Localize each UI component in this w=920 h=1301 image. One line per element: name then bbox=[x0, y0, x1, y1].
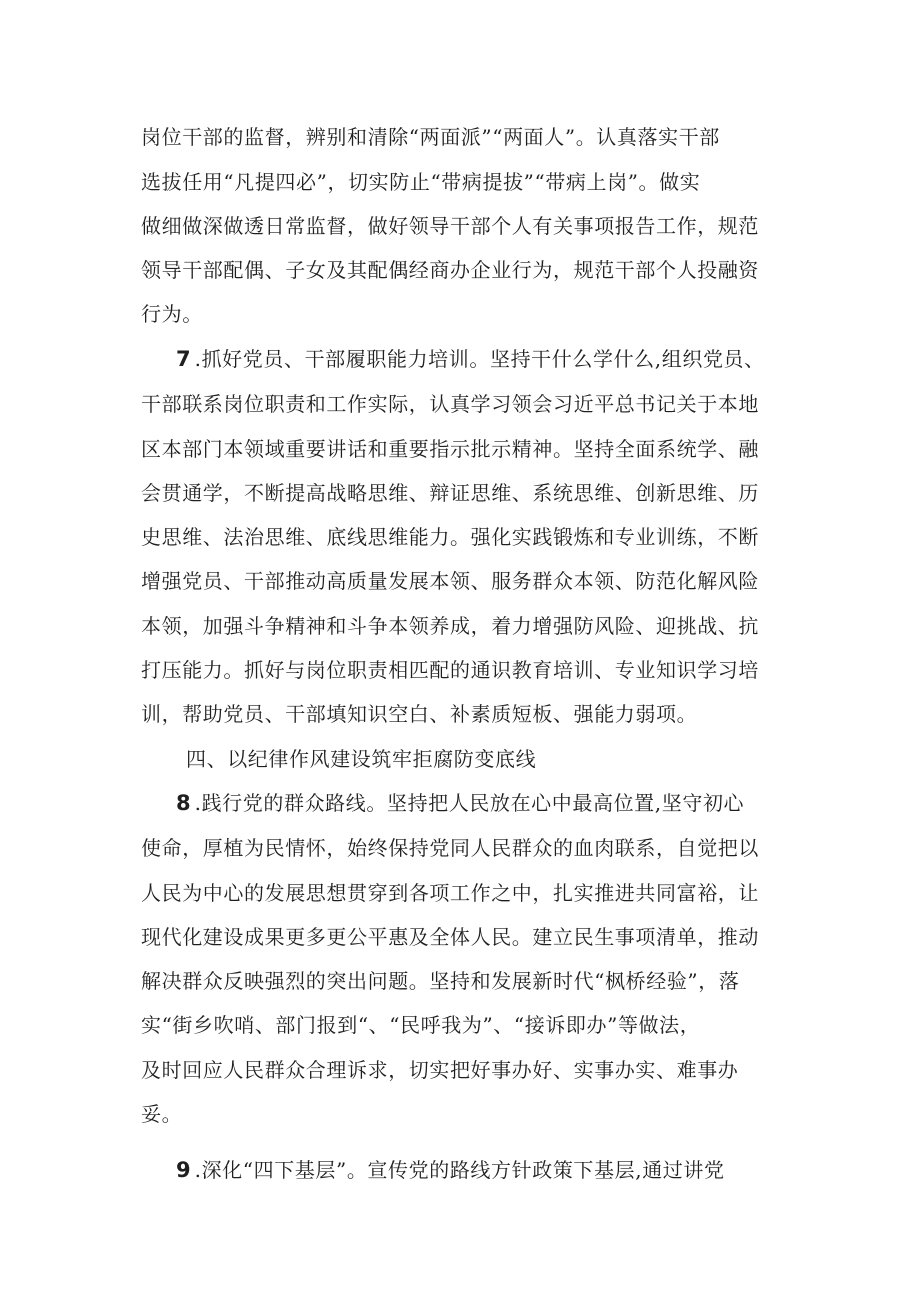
paragraph-line: 行为。 bbox=[141, 302, 203, 326]
paragraph-line: 本领，加强斗争精神和斗争本领养成，着力增强防风险、迎挑战、抗 bbox=[141, 614, 759, 638]
item-8-first-line bbox=[176, 790, 744, 816]
item-7-heading-text: .抓好党员、干部履职能力培训。坚持干什么学什么,组织党员、 bbox=[194, 347, 765, 371]
paragraph-line: 解决群众反映强烈的突出问题。坚持和发展新时代“枫桥经验”，落 bbox=[141, 969, 740, 993]
paragraph-line: 选拔任用“凡提四必”，切实防止“带病提拔”“带病上岗”。做实 bbox=[141, 170, 701, 194]
paragraph-line: 区本部门本领域重要讲话和重要指示批示精神。坚持全面系统学、融 bbox=[141, 437, 759, 461]
paragraph-line: 训，帮助党员、干部填知识空白、补素质短板、强能力弱项。 bbox=[141, 702, 698, 726]
paragraph-line: 增强党员、干部推动高质量发展本领、服务群众本领、防范化解风险 bbox=[141, 569, 759, 593]
paragraph-line: 岗位干部的监督，辨别和清除“两面派”“两面人”。认真落实干部 bbox=[141, 125, 720, 149]
paragraph-line: 会贯通学，不断提高战略思维、辩证思维、系统思维、创新思维、历 bbox=[141, 481, 759, 505]
paragraph-line: 干部联系岗位职责和工作实际，认真学习领会习近平总书记关于本地 bbox=[141, 392, 759, 416]
paragraph-line: 现代化建设成果更多更公平惠及全体人民。建立民生事项清单，推动 bbox=[141, 925, 759, 949]
item-7-first-line bbox=[176, 346, 765, 372]
item-number: 7 bbox=[176, 347, 191, 371]
item-9-heading-text: .深化“四下基层”。宣传党的路线方针政策下基层,通过讲党 bbox=[194, 1158, 725, 1182]
paragraph-line: 史思维、法治思维、底线思维能力。强化实践锻炼和专业训练，不断 bbox=[141, 525, 759, 549]
paragraph-line: 妥。 bbox=[141, 1102, 183, 1126]
item-number: 9 bbox=[176, 1158, 191, 1182]
paragraph-line: 打压能力。抓好与岗位职责相匹配的通识教育培训、专业知识学习培 bbox=[141, 658, 759, 682]
paragraph-line: 使命，厚植为民情怀，始终保持党同人民群众的血肉联系，自觉把以 bbox=[141, 836, 759, 860]
item-9-first-line bbox=[176, 1157, 725, 1183]
item-8-heading-text: .践行党的群众路线。坚持把人民放在心中最高位置,坚守初心 bbox=[194, 791, 745, 815]
paragraph-line: 实“街乡吹哨、部门报到“、“民呼我为”、“接诉即办”等做法， bbox=[141, 1013, 701, 1037]
paragraph-line: 人民为中心的发展思想贯穿到各项工作之中，扎实推进共同富裕，让 bbox=[141, 881, 759, 905]
section-heading: 四、以纪律作风建设筑牢拒腐防变底线 bbox=[186, 747, 537, 771]
paragraph-line: 领导干部配偶、子女及其配偶经商办企业行为，规范干部个人投融资 bbox=[141, 258, 759, 282]
item-number: 8 bbox=[176, 791, 191, 815]
paragraph-line: 及时回应人民群众合理诉求，切实把好事办好、实事办实、难事办 bbox=[141, 1058, 739, 1082]
paragraph-line: 做细做深做透日常监督，做好领导干部个人有关事项报告工作，规范 bbox=[141, 214, 759, 238]
